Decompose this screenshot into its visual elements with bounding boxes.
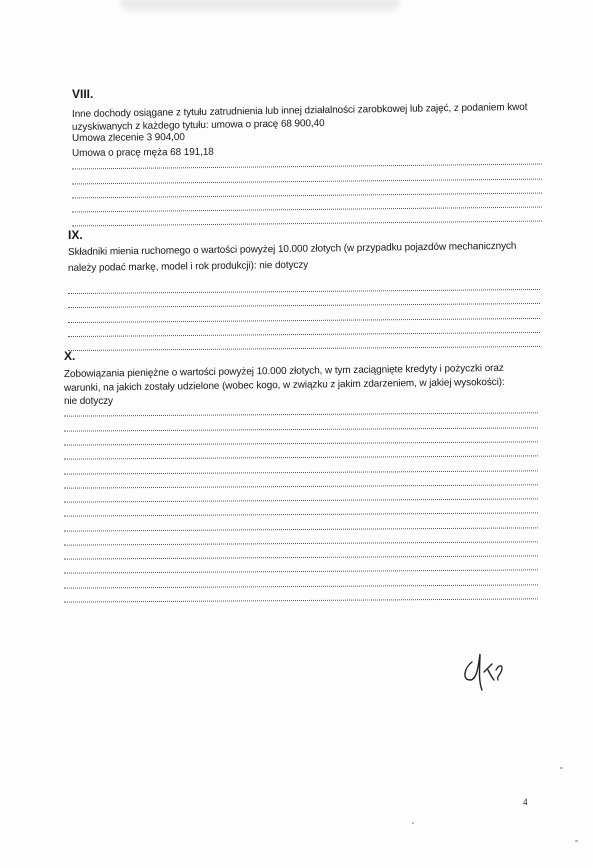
dotted-line: [64, 484, 538, 488]
section-ix-line: należy podać markę, model i rok produkcji): nie dotyczy: [67, 259, 309, 274]
dotted-line: [68, 303, 540, 308]
dotted-line: [68, 332, 540, 337]
dotted-line: [72, 179, 542, 185]
section-viii-line: uzyskiwanych z każdego tytułu: umowa o pracę 68 900,40: [71, 118, 325, 133]
section-x-line: nie dotyczy: [64, 396, 113, 407]
dotted-line: [72, 164, 542, 170]
dotted-line: [64, 441, 538, 445]
dotted-line: [64, 470, 538, 474]
dotted-line: [72, 193, 542, 199]
dotted-line: [68, 318, 540, 323]
scan-speck: [412, 822, 414, 824]
dotted-line: [64, 584, 538, 588]
dotted-line: [64, 555, 538, 559]
section-ix-heading: IX.: [68, 228, 83, 242]
section-ix-line: Składniki mienia ruchomego o wartości powyżej 10.000 złotych (w przypadku pojazdów mechanicznych: [67, 240, 517, 258]
dotted-line: [64, 498, 538, 502]
handwritten-signature-icon: [458, 644, 518, 699]
dotted-line: [64, 412, 538, 416]
dotted-line: [64, 427, 538, 431]
section-x-line: warunki, na jakich zostały udzielone (wobec kogo, w związku z jakim zdarzeniem, w jakiej wysokości):: [63, 376, 505, 394]
section-viii-line: Inne dochody osiągane z tytułu zatrudnienia lub innej działalności zarobkowej lub zajęć, z podaniem kwot: [71, 101, 528, 120]
dotted-line: [72, 221, 542, 227]
page-number: 4: [523, 797, 528, 807]
scan-speck: [560, 767, 563, 769]
section-x-heading: X.: [64, 349, 76, 363]
dotted-line: [64, 569, 538, 573]
dotted-line: [64, 598, 538, 602]
section-viii-line: Umowa o pracę męża 68 191,18: [71, 146, 214, 159]
dotted-line: [64, 512, 538, 516]
section-viii-line: Umowa zlecenie 3 904,00: [71, 132, 185, 144]
dotted-line: [68, 346, 540, 351]
dotted-line: [64, 455, 538, 459]
dotted-line: [68, 289, 540, 294]
section-viii-heading: VIII.: [72, 87, 94, 101]
scan-shadow: [120, 0, 400, 14]
scan-speck: [575, 840, 578, 842]
dotted-line: [72, 207, 542, 213]
section-x-line: Zobowiązania pieniężne o wartości powyżej 10.000 złotych, w tym zaciągnięte kredyty i pożyczki oraz: [63, 362, 504, 380]
dotted-line: [64, 527, 538, 531]
dotted-line: [64, 541, 538, 545]
